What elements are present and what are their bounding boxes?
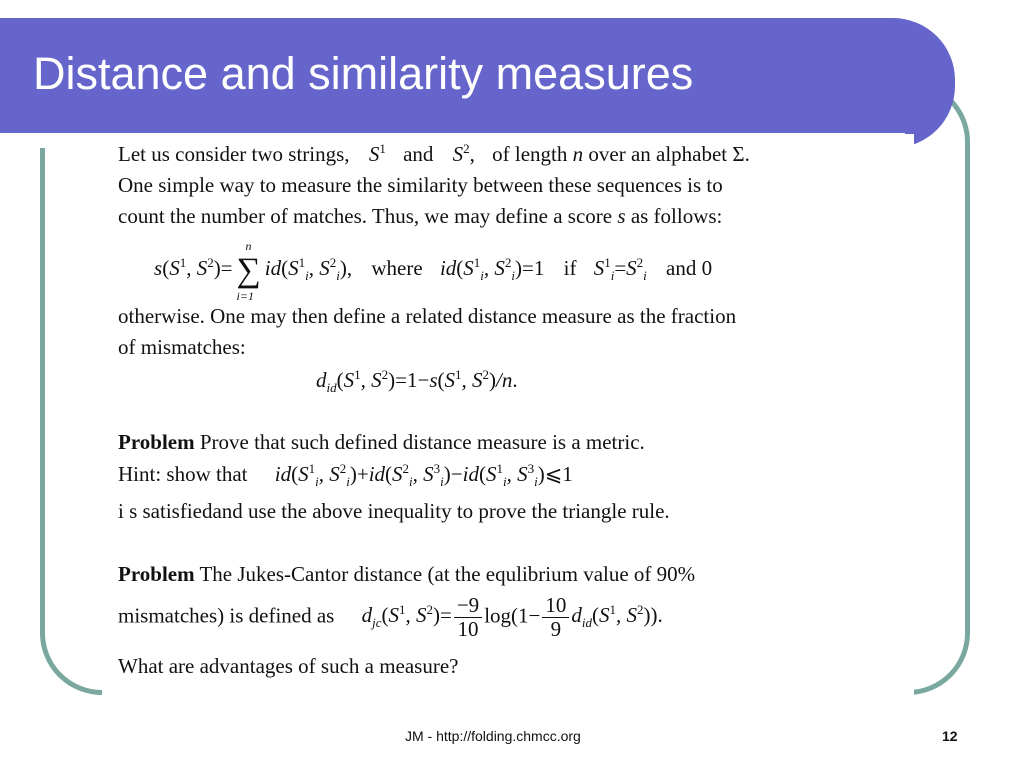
problem-label: Problem — [118, 562, 195, 586]
text-span: and — [403, 142, 434, 166]
score-formula: $s(S^1$, $S^2)=$ ∑ n i=1 $id(S^1_i$, $S^2_i$), where $id(S^1_i$, $S^2_i)=1$ if $S^1_i=S^2_i$ and 0 — [154, 239, 713, 303]
footer-url: JM - http://folding.chmcc.org — [405, 728, 581, 744]
page-number: 12 — [942, 728, 958, 744]
text-span: count the number of matches. Thus, we may define a score — [118, 204, 613, 228]
fraction-minus-9-over-10: $\frac{-9}{10}$ — [454, 594, 482, 641]
slide-body — [102, 134, 914, 700]
text-span: over an alphabet Σ. — [588, 142, 750, 166]
fraction-10-over-9: $\frac{10}{9}$ — [542, 594, 569, 641]
slide-title: Distance and similarity measures — [33, 48, 694, 99]
paragraph-2-line-2: of mismatches: — [118, 335, 246, 359]
text-span: of length — [492, 142, 568, 166]
text-span: The Jukes-Cantor distance (at the equlibrium value of 90% — [199, 562, 696, 586]
jukes-cantor-formula: mismatches) is defined as $d_{jc}(S^1$, $S^2)=$ $\frac{-9}{10}$ log(1− $\frac{10}{9}$ $d_{id}(S^1$, $S^2$)). — [118, 593, 663, 642]
text-span: as follows: — [630, 204, 723, 228]
paragraph-1-line-3 — [118, 206, 722, 227]
distance-formula: $d_{id}(S^1$, $S^2)=1-s(S^1$, $S^2)/n$. — [316, 367, 518, 395]
text-span: mismatches) is defined as — [118, 603, 335, 628]
text-span: Hint: show that — [118, 462, 248, 486]
problem-label: Problem — [118, 430, 195, 454]
paragraph-1-line-2: One simple way to measure the similarity between these sequences is to — [118, 173, 723, 197]
hint-line: Hint: show that $id(S^1_i$, $S^2_i)+id(S^2_i$, $S^3_i)-id(S^1_i$, $S^3_i)⩽1$ — [118, 461, 573, 489]
math-variable-n: n — [572, 142, 584, 166]
text-span: where — [371, 256, 423, 280]
text-span: Let us consider two strings, — [118, 142, 350, 166]
problem-2 — [118, 564, 695, 585]
paragraph-2-line-1: otherwise. One may then define a related distance measure as the fraction — [118, 304, 737, 328]
question-line: What are advantages of such a measure? — [118, 654, 459, 678]
hint-tail: i s satisfiedand use the above inequality to prove the triangle rule. — [118, 499, 670, 523]
paragraph-1-line-1: Let us consider two strings, $S^1$ and $S^2$, of length n over an alphabet Σ. — [118, 141, 750, 166]
text-span: and 0 — [666, 256, 713, 280]
summation-symbol: ∑ n i=1 — [236, 239, 261, 303]
problem-1 — [118, 432, 645, 453]
math-variable-s: s — [617, 204, 626, 228]
text-span: if — [563, 256, 577, 280]
text-span: Prove that such defined distance measure is a metric. — [199, 430, 645, 454]
